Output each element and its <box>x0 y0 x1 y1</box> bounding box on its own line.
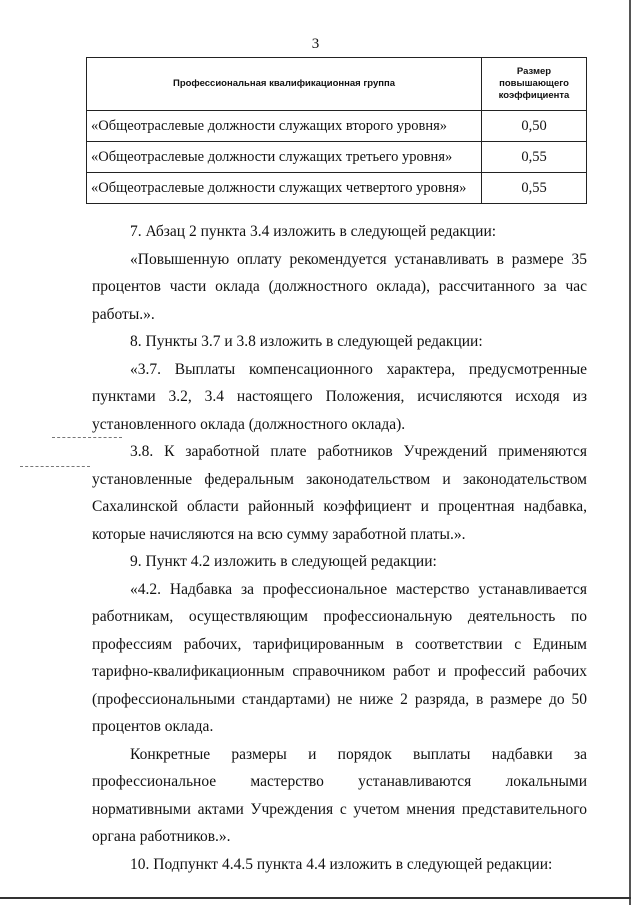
paragraph-quote-3-8: 3.8. К заработной плате работников Учреждений применяются установленные федеральным законодательством и законодательством Сахалинской области районный коэффициент и процентная надбавка, которые начисляются на всю сумму заработной платы.». <box>92 443 587 543</box>
table-cell-coefficient: 0,50 <box>482 111 587 142</box>
table-row <box>87 173 587 204</box>
table-cell-group: «Общеотраслевые должности служащих четвертого уровня» <box>87 173 482 204</box>
paragraph-quote-4-2: «4.2. Надбавка за профессиональное мастерство устанавливается работникам, осуществляющим профессиональную деятельность по профессиям рабочих, тарифицированным в соответствии с Единым тарифно-квалификационным справочником работ и профессий рабочих (профессиональными стандартами) не ниже 2 разряда, в размере до 50 процентов оклада. <box>92 580 587 735</box>
coefficient-table <box>86 57 587 204</box>
table-row <box>87 111 587 142</box>
table-cell-group: «Общеотраслевые должности служащих третьего уровня» <box>87 142 482 173</box>
scan-edge-bottom <box>0 897 631 899</box>
paragraph-item-7: 7. Абзац 2 пункта 3.4 изложить в следующей редакции: <box>130 223 497 240</box>
paragraph-item-9: 9. Пункт 4.2 изложить в следующей редакции: <box>130 553 437 570</box>
table-row <box>87 142 587 173</box>
paragraph-quote-3-7: «3.7. Выплаты компенсационного характера, предусмотренные пунктами 3.2, 3.4 настоящего Положения, исчисляются исходя из установленного оклада (должностного оклада). <box>92 360 587 433</box>
table-cell-group: «Общеотраслевые должности служащих второго уровня» <box>87 111 482 142</box>
table-cell-coefficient: 0,55 <box>482 173 587 204</box>
table-header-row <box>87 58 587 111</box>
table-cell-coefficient: 0,55 <box>482 142 587 173</box>
page-number: 3 <box>311 36 320 52</box>
document-body <box>92 218 587 878</box>
paragraph-item-10: 10. Подпункт 4.4.5 пункта 4.4 изложить в следующей редакции: <box>130 855 553 873</box>
header-group: Профессиональная квалификационная группа <box>87 58 482 111</box>
header-coefficient: Размер повышающего коэффициента <box>482 58 587 111</box>
paragraph-quote-3-4: «Повышенную оплату рекомендуется устанавливать в размере 35 процентов части оклада (должностного оклада), рассчитанного за час работы.». <box>92 250 587 323</box>
paragraph-item-8: 8. Пункты 3.7 и 3.8 изложить в следующей редакции: <box>130 333 483 350</box>
paragraph-quote-4-2-cont: Конкретные размеры и порядок выплаты надбавки за профессиональное мастерство устанавливаются локальными нормативными актами Учреждения с учетом мнения представительного органа работников.». <box>92 745 587 845</box>
scan-artifact-line <box>52 437 122 438</box>
scan-artifact-line <box>20 466 90 467</box>
